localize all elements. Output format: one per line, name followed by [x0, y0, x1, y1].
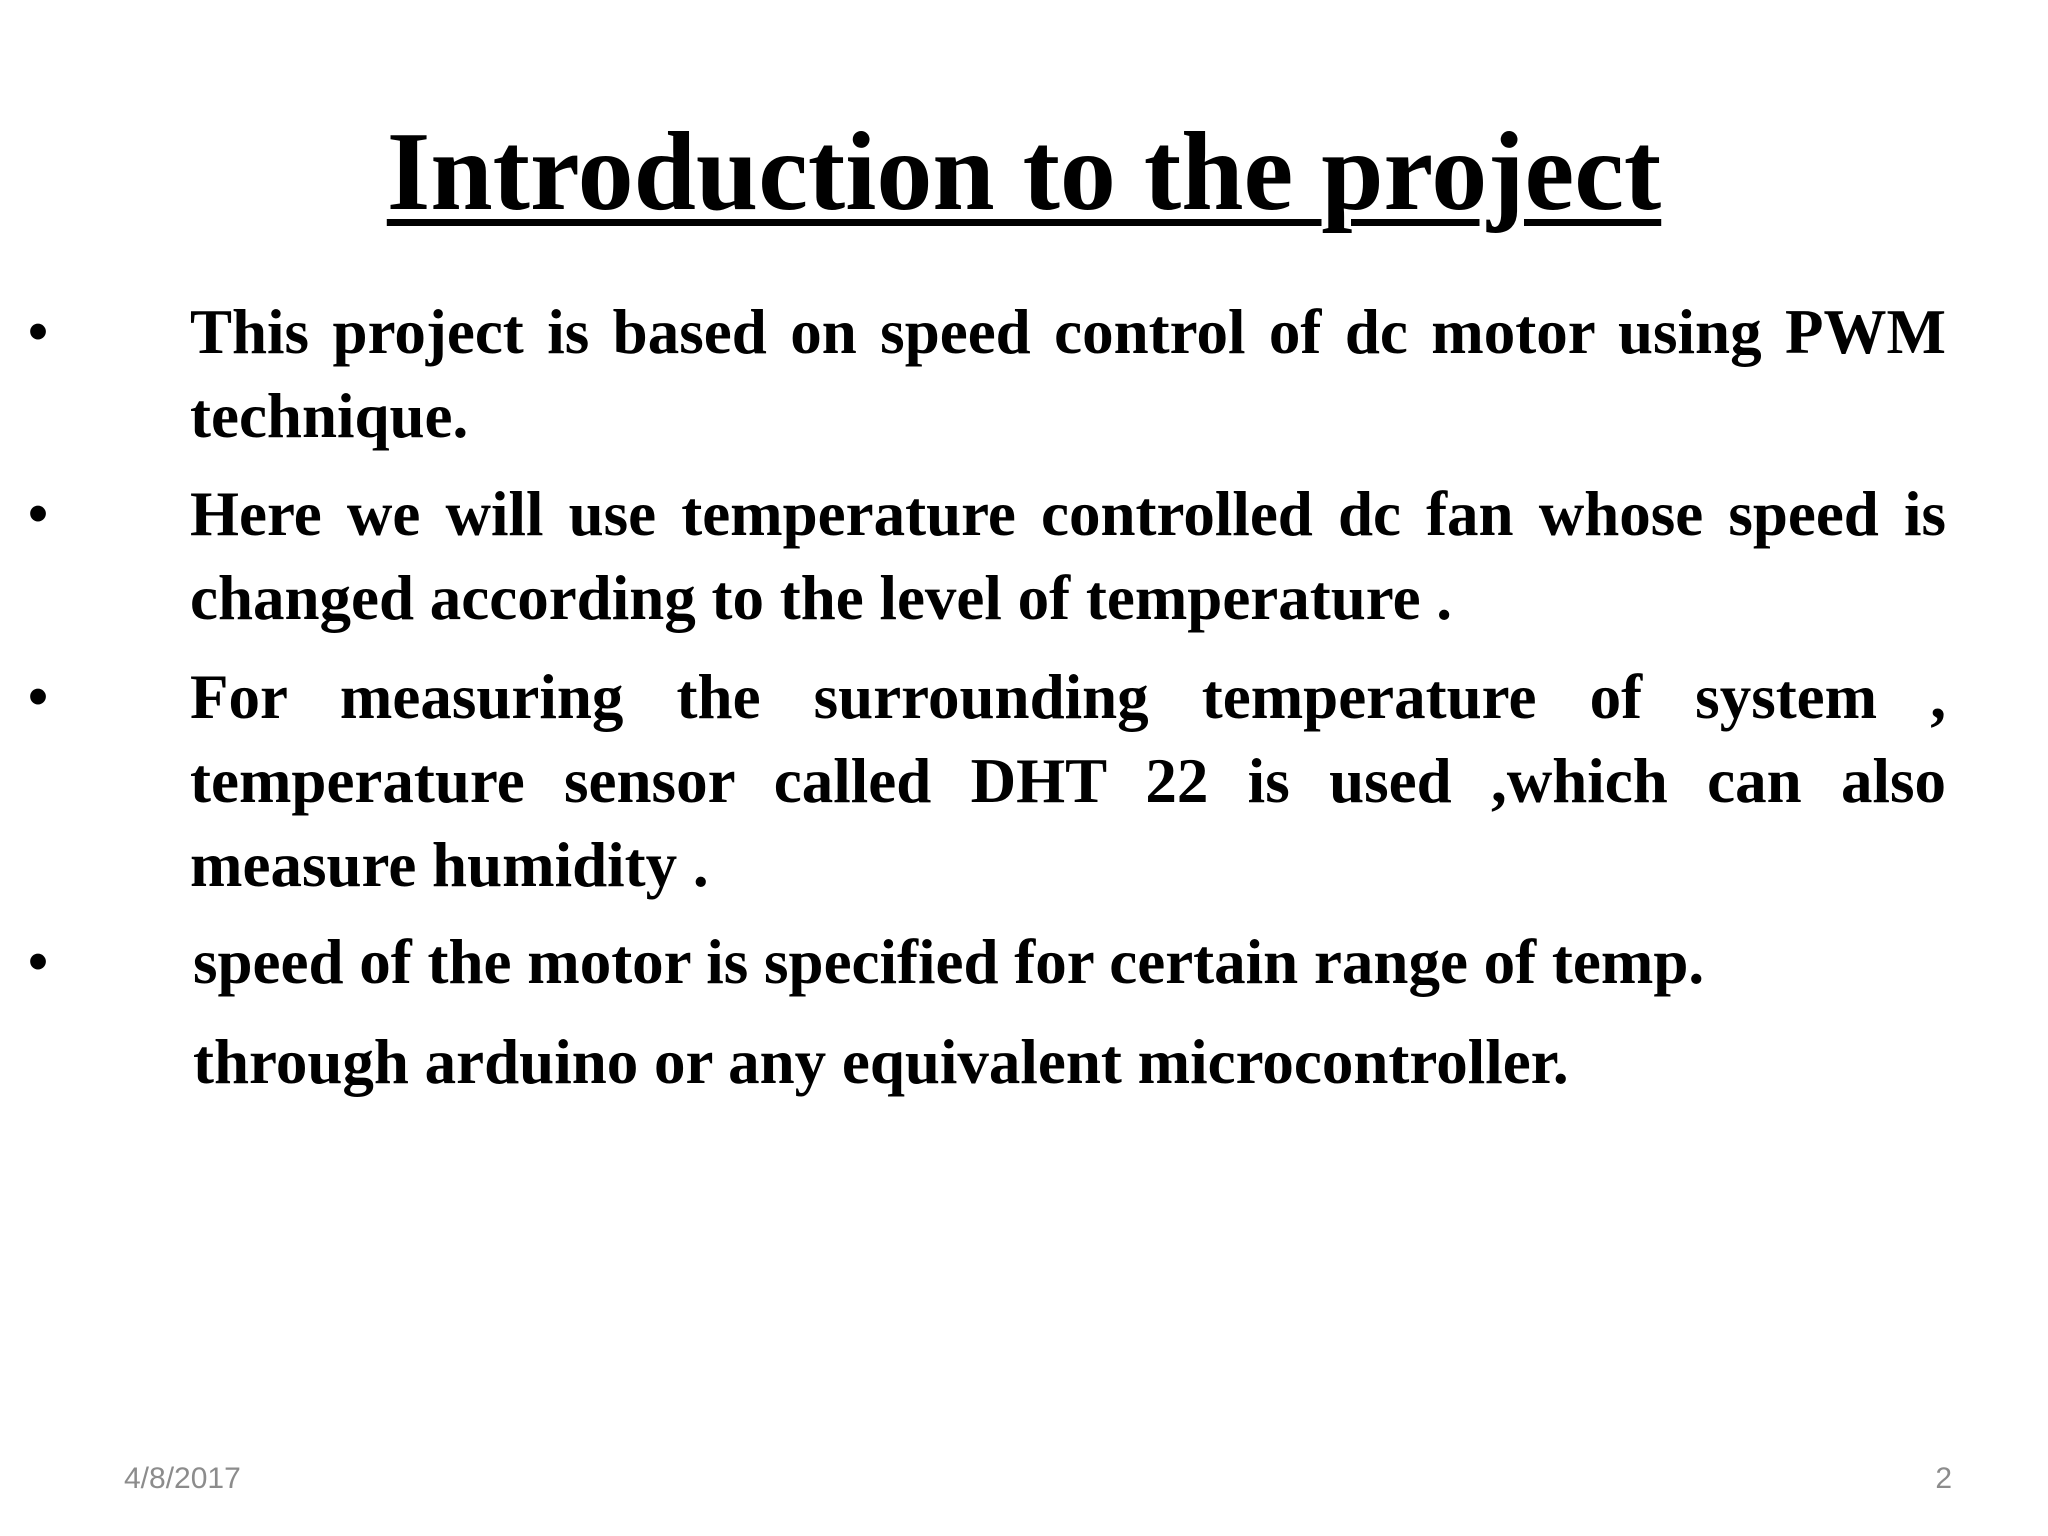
bullet-marker-icon: •	[27, 929, 49, 994]
page-number: 2	[1935, 1462, 1952, 1495]
bullet-marker-icon: •	[27, 664, 49, 729]
footer-date: 4/8/2017	[124, 1462, 241, 1495]
bullet-marker-icon: •	[27, 481, 49, 546]
bullet-text: Here we will use temperature controlled dc fan whose speed is changed according to the level of temperature .	[190, 479, 1946, 633]
bullet-text: For measuring the surrounding temperature of system , temperature sensor called DHT 22 is used ,which can also measure humidity .	[190, 662, 1946, 900]
bullet-text: This project is based on speed control of dc motor using PWM technique.	[190, 297, 1946, 451]
bullet-marker-icon: •	[27, 299, 49, 364]
bullet-text: speed of the motor is specified for certain range of temp.	[193, 927, 1705, 997]
slide-title: Introduction to the project	[386, 110, 1662, 234]
continuation-line: through arduino or any equivalent microcontroller.	[193, 1027, 1569, 1097]
